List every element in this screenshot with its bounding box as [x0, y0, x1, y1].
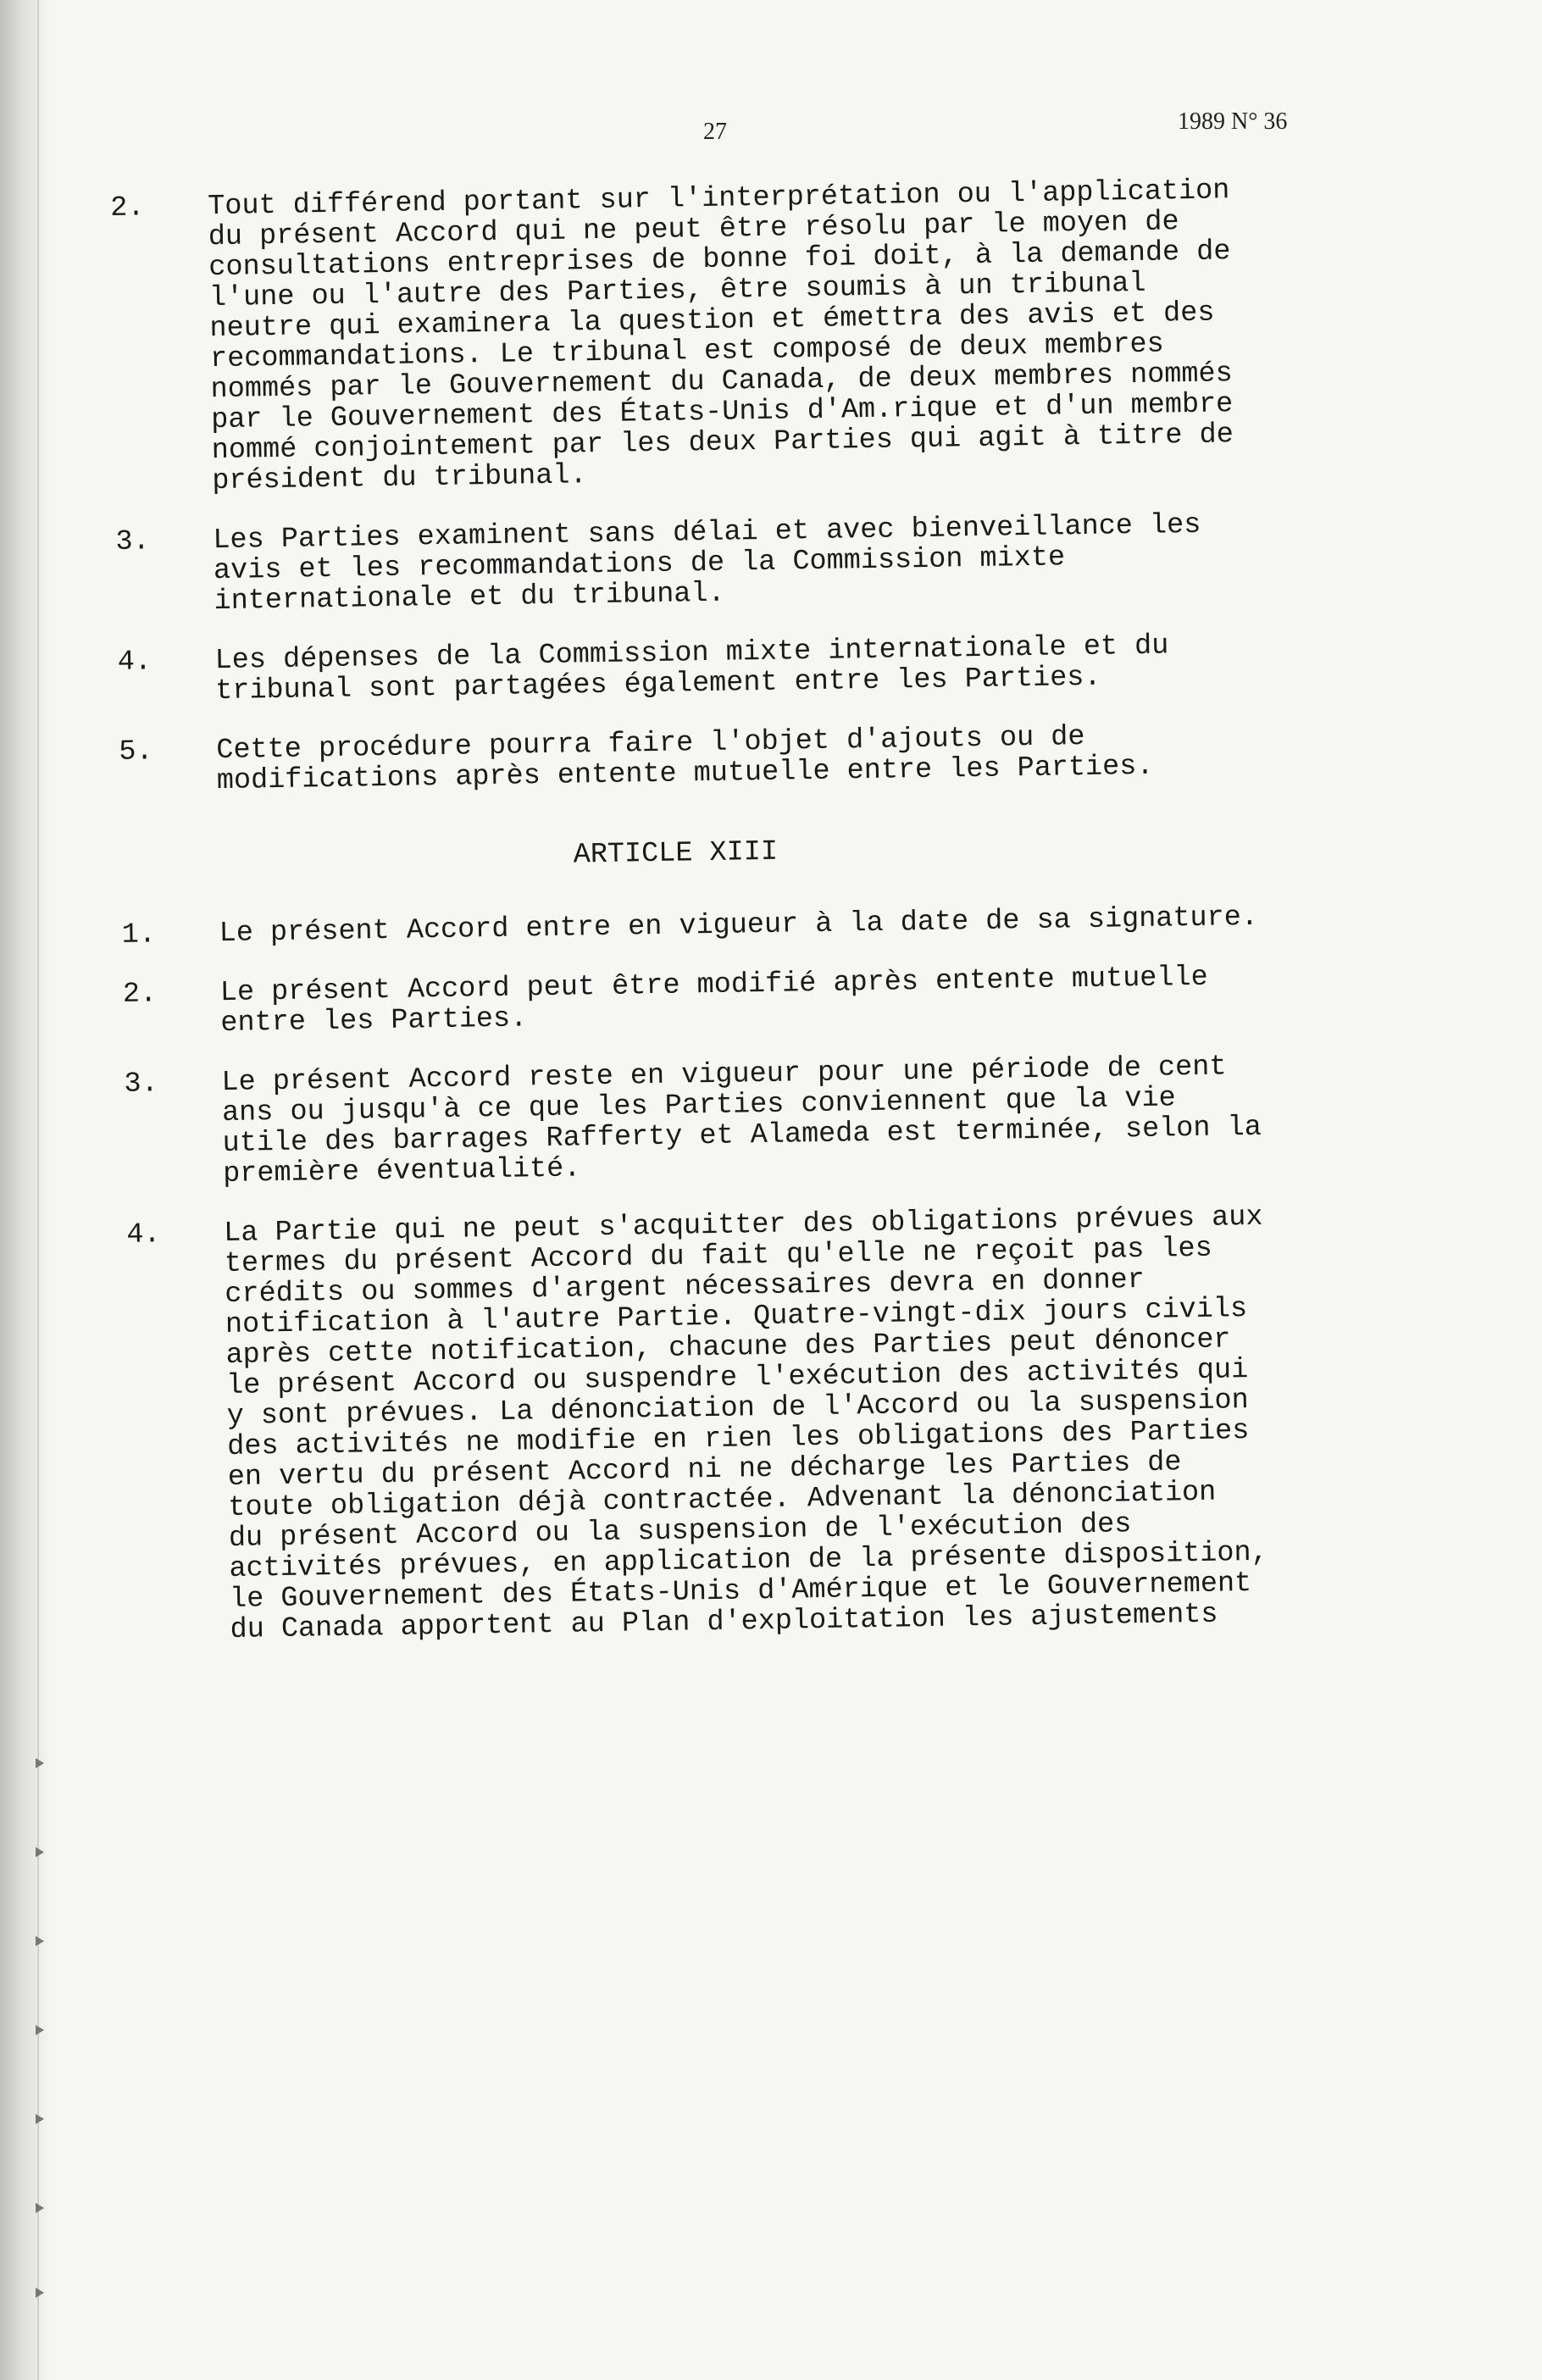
paragraph-number: 3. [115, 525, 150, 558]
margin-arrow-icon [36, 2025, 44, 2035]
binding-edge [37, 0, 39, 2380]
margin-arrow-icon [36, 2114, 44, 2124]
paragraph-text: La Partie qui ne peut s'acquitter des obligations prévues aux termes du présent Accord du fait qu'elle ne reçoit pas les crédits ou sommes d'argent nécessaires devra en donner notification à l'autre Partie. Quatre-vingt-dix jours civils après cette notification, chacune des Parties peut dénoncer le présent Accord ou suspendre l'exécution des activités qui y sont prévues. La dénonciation de l'Accord ou la suspension des activités ne modifie en rien les obligations des Parties en vertu du présent Accord ni ne décharge les Parties de toute obligation déjà contractée. Advenant la dénonciation du présent Accord ou la suspension de l'exécution des activités prévues, en application de la présente disposition, le Gouvernement des États-Unis d'Amérique et le Gouvernement du Canada apportent au Plan d'exploitation les ajustements [224, 1201, 1268, 1646]
binding-gutter [0, 0, 51, 2380]
paragraph-number: 2. [122, 978, 158, 1011]
margin-arrow-icon [36, 1936, 44, 1946]
paragraph-number: 5. [119, 735, 153, 768]
paragraph-number: 2. [109, 191, 145, 225]
article-xiii-paragraph [124, 1050, 1345, 1191]
article-xiii-paragraph [121, 901, 1341, 951]
paragraph-text: Le présent Accord reste en vigueur pour une période de cent ans ou jusqu'à ce que les Parties conviennent que la vie utile des barrages Rafferty et Alameda est terminée, selon la première éventualité. [221, 1051, 1262, 1191]
article-xii-paragraph [115, 508, 1337, 619]
paragraph-number: 3. [124, 1068, 159, 1101]
paragraph-text: Cette procédure pourra faire l'objet d'ajouts ou de modifications après entente mutuelle entre les Parties. [216, 721, 1154, 798]
article-xiii-paragraph [126, 1201, 1353, 1647]
paragraph-number: 1. [121, 918, 157, 951]
paragraph-text: Les dépenses de la Commission mixte internationale et du tribunal sont partagées également entre les Parties. [214, 630, 1169, 708]
document-body [110, 174, 1353, 1675]
paragraph-text: Tout différend portant sur l'interprétation ou l'application du présent Accord qui ne peut être résolu par le moyen de consultations entreprises de bonne foi doit, à la demande de l'une ou l'autre des Parties, être soumis à un tribunal neutre qui examinera la question et émettra des avis et des recommandations. Le tribunal est composé de deux membres nommés par le Gouvernement du Canada, de deux membres nommés par le Gouvernement des États-Unis d'Am.rique et d'un membre nommé conjointement par les deux Parties qui agit à titre de président du tribunal. [207, 175, 1234, 498]
margin-arrow-icon [36, 1847, 44, 1857]
paragraph-number: 4. [126, 1218, 161, 1251]
article-xii-paragraph [110, 174, 1334, 498]
article-heading: ARTICLE XIII [573, 835, 779, 872]
margin-arrow-icon [36, 2288, 44, 2298]
article-xiii-paragraph [123, 960, 1344, 1040]
paragraph-text: Les Parties examinent sans délai et avec bienveillance les avis et les recommandations de la Commission mixte internationale et du tribunal. [213, 508, 1201, 619]
margin-arrow-icon [36, 1758, 44, 1768]
paragraph-number: 4. [117, 646, 153, 679]
margin-arrow-icon [36, 2203, 44, 2213]
article-xii-paragraph [119, 718, 1340, 798]
document-reference: 1989 N° 36 [1178, 108, 1288, 135]
paragraph-text: Le présent Accord entre en vigueur à la date de sa signature. [219, 901, 1259, 951]
article-xii-paragraph [117, 628, 1338, 708]
paragraph-text: Le présent Accord peut être modifié après entente mutuelle entre les Parties. [219, 961, 1208, 1040]
page-number: 27 [703, 119, 727, 145]
